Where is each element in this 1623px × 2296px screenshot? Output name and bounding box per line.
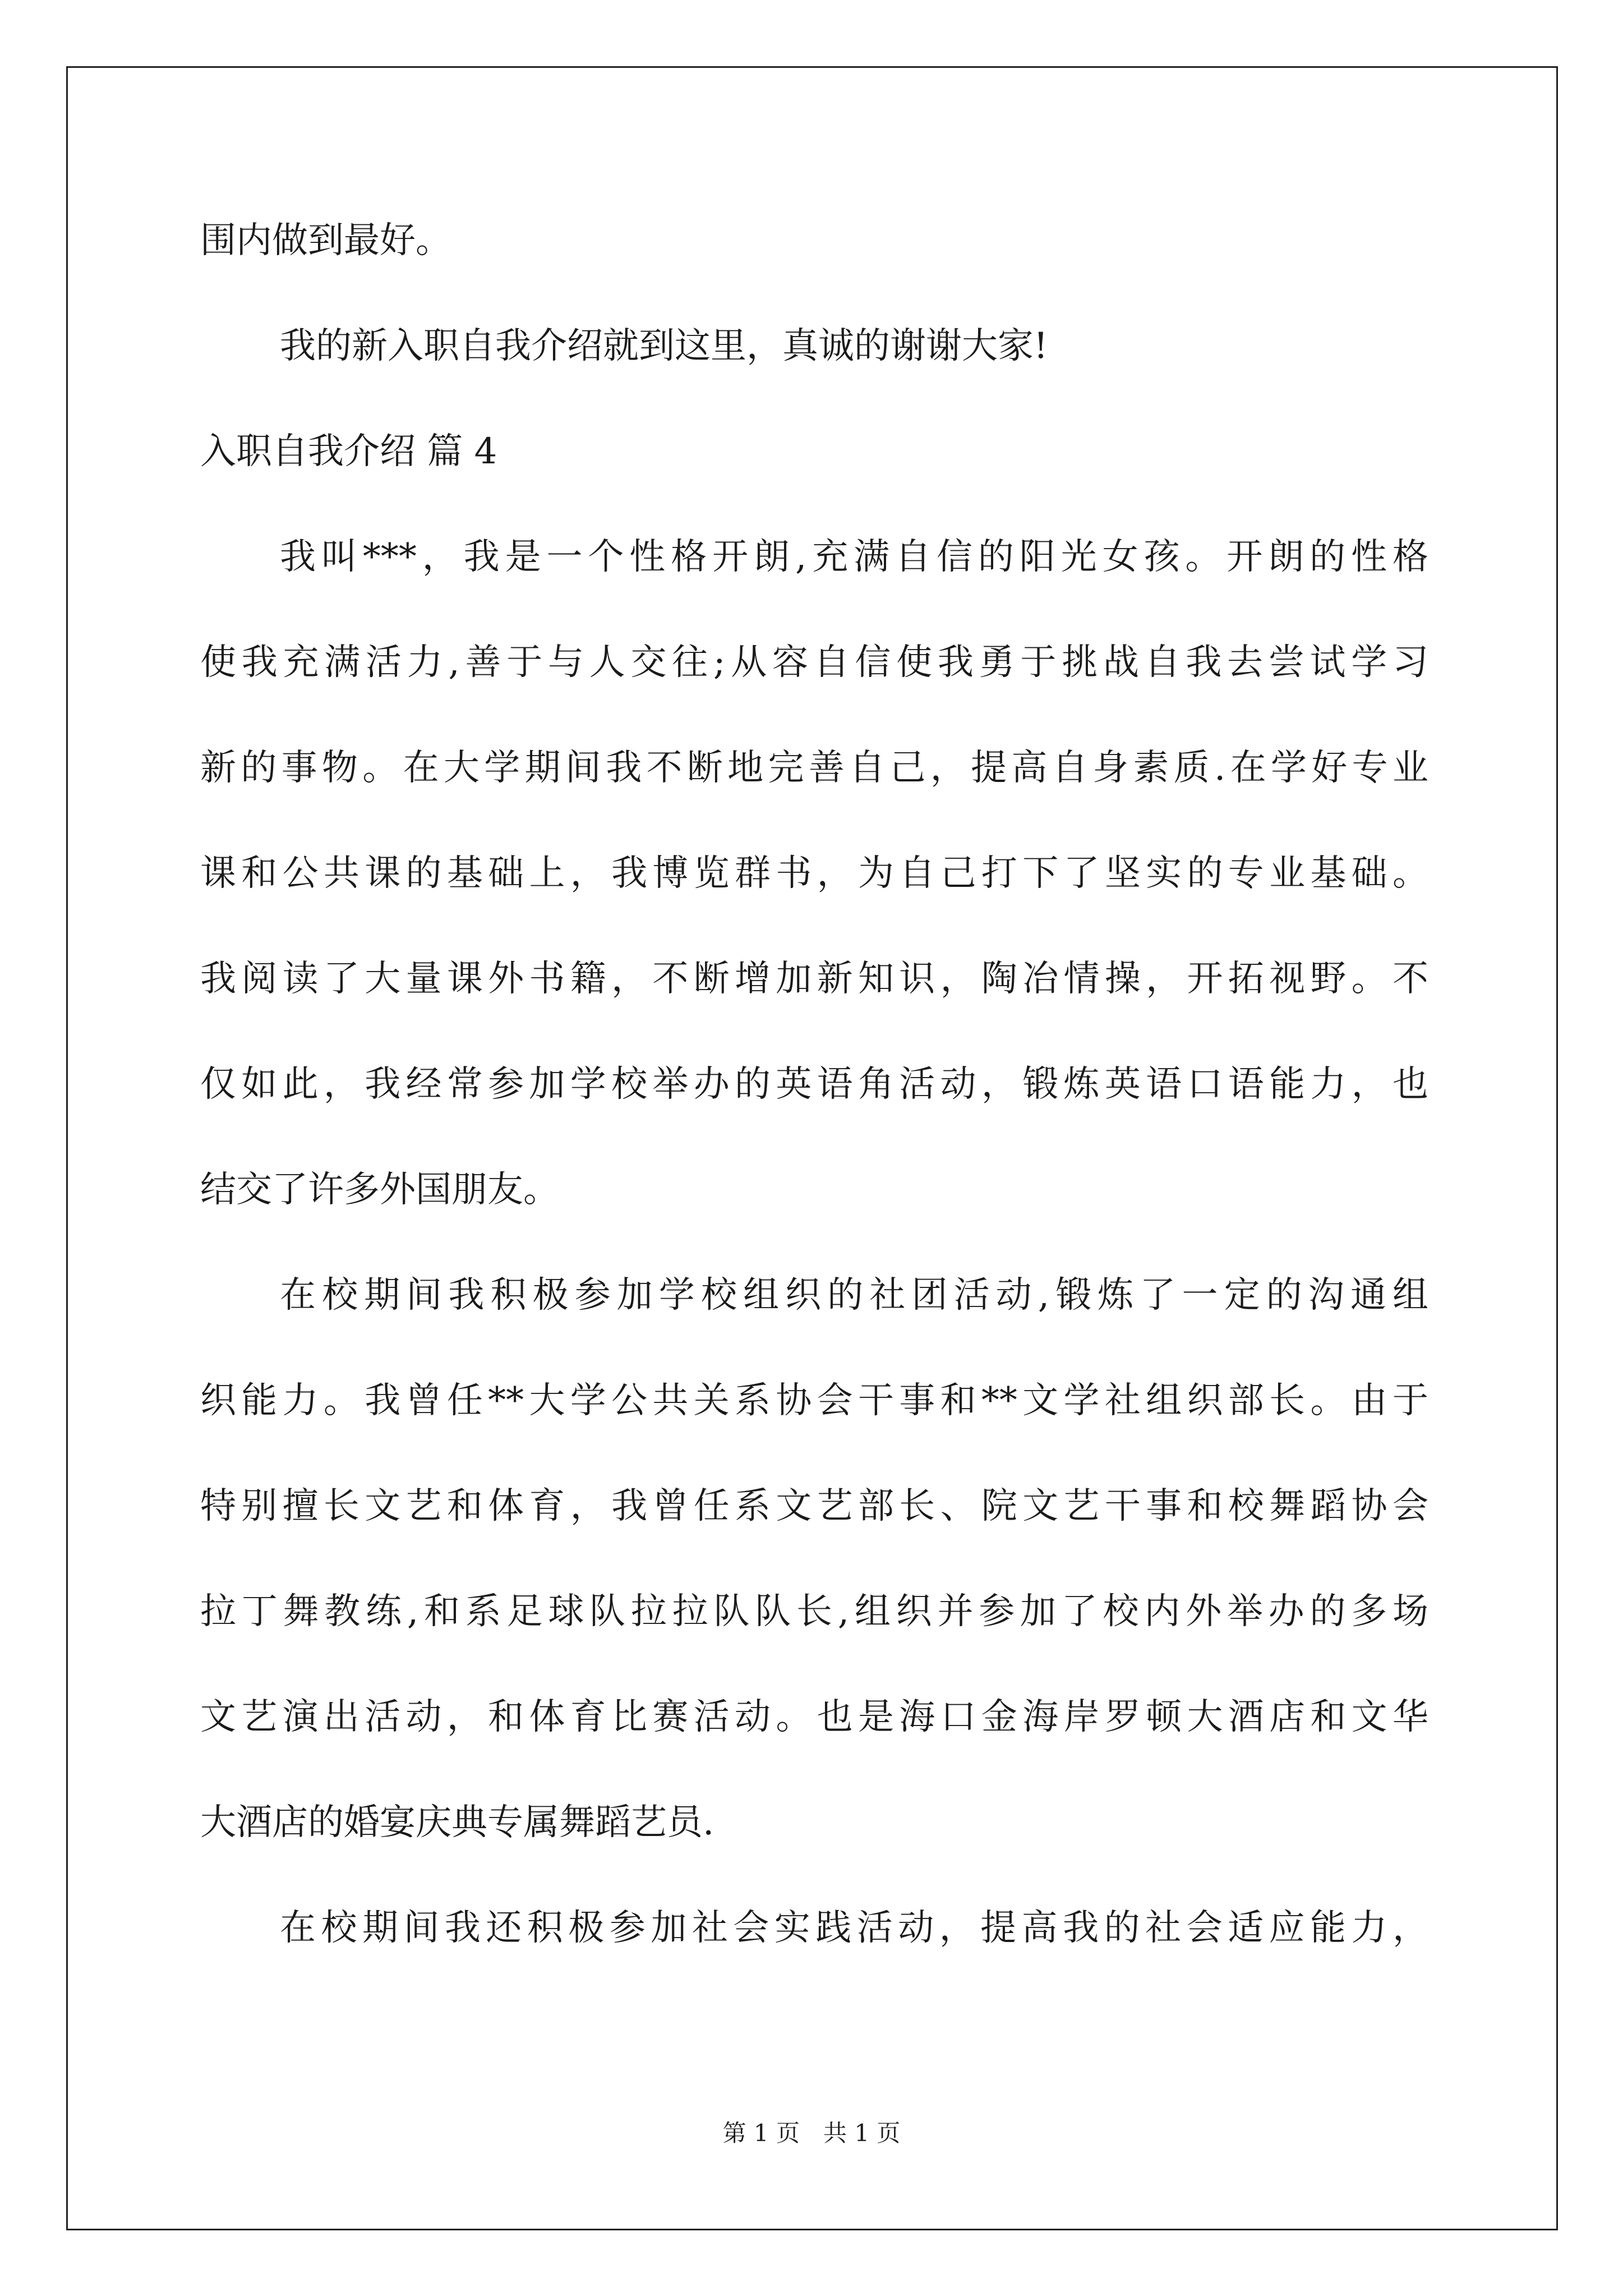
paragraph-line bbox=[200, 1376, 1428, 1481]
paragraph-line bbox=[200, 743, 1428, 849]
text-line: 织能力。我曾任**大学公共关系协会干事和**文学社组织部长。由于 bbox=[200, 1380, 1428, 1421]
page-footer bbox=[0, 2119, 1623, 2147]
paragraph-line bbox=[200, 532, 1428, 638]
text-line: 我叫***，我是一个性格开朗,充满自信的阳光女孩。开朗的性格 bbox=[280, 536, 1428, 578]
text-line: 特别擅长文艺和体育，我曾任系文艺部长、院文艺干事和校舞蹈协会 bbox=[200, 1485, 1428, 1527]
text-line: 仅如此，我经常参加学校举办的英语角活动，锻炼英语口语能力，也 bbox=[200, 1064, 1428, 1105]
page-number: 第 1 页 共 1 页 bbox=[722, 2119, 901, 2147]
text-line: 拉丁舞教练,和系足球队拉拉队队长,组织并参加了校内外举办的多场 bbox=[200, 1591, 1428, 1632]
text-line: 在校期间我还积极参加社会实践活动，提高我的社会适应能力， bbox=[280, 1907, 1428, 1949]
text-line: 我的新入职自我介绍就到这里，真诚的谢谢大家! bbox=[280, 325, 1048, 367]
heading-text: 入职自我介绍 篇 4 bbox=[200, 431, 497, 472]
text-line: 文艺演出活动，和体育比赛活动。也是海口金海岸罗顿大酒店和文华 bbox=[200, 1696, 1428, 1738]
text-line: 课和公共课的基础上，我博览群书，为自己打下了坚实的专业基础。 bbox=[200, 853, 1428, 894]
paragraph-line bbox=[200, 321, 1428, 427]
paragraph-line bbox=[200, 1692, 1428, 1798]
document-body bbox=[200, 216, 1428, 1953]
text-line: 使我充满活力,善于与人交往;从容自信使我勇于挑战自我去尝试学习 bbox=[200, 642, 1428, 683]
text-line: 围内做到最好。 bbox=[200, 220, 451, 261]
paragraph-line bbox=[200, 216, 1428, 321]
paragraph-line bbox=[200, 849, 1428, 954]
paragraph-line bbox=[200, 1903, 1428, 1953]
paragraph-line bbox=[200, 1587, 1428, 1692]
paragraph-line bbox=[200, 1165, 1428, 1271]
text-line: 我阅读了大量课外书籍，不断增加新知识，陶冶情操，开拓视野。不 bbox=[200, 958, 1428, 1000]
paragraph-line bbox=[200, 638, 1428, 743]
paragraph-line bbox=[200, 1060, 1428, 1165]
text-line: 大酒店的婚宴庆典专属舞蹈艺员. bbox=[200, 1802, 714, 1843]
paragraph-line bbox=[200, 954, 1428, 1060]
paragraph-line bbox=[200, 1798, 1428, 1903]
text-line: 结交了许多外国朋友。 bbox=[200, 1169, 559, 1211]
paragraph-line bbox=[200, 1271, 1428, 1376]
section-heading bbox=[200, 427, 1428, 532]
text-line: 在校期间我积极参加学校组织的社团活动,锻炼了一定的沟通组 bbox=[280, 1274, 1428, 1316]
text-line: 新的事物。在大学期间我不断地完善自己，提高自身素质.在学好专业 bbox=[200, 747, 1428, 789]
paragraph-line bbox=[200, 1481, 1428, 1587]
